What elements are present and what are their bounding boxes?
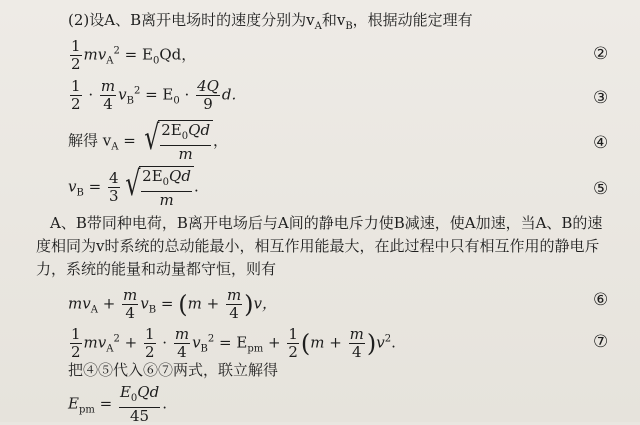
equation-5 (68, 166, 199, 209)
eq5-sub: B (76, 187, 84, 199)
equation-2 (68, 38, 196, 73)
eq7-tail: v (376, 333, 385, 352)
eq6-tail: v， (253, 294, 278, 313)
eq4-eq: = (118, 131, 141, 150)
eq3-esub: 0 (173, 95, 180, 107)
frac-half: $\frac{1}{2}$ (71, 325, 81, 361)
eq2-m: m (83, 45, 98, 64)
eq6-inner: m + (187, 294, 224, 313)
intro-sub-b: B (345, 21, 353, 32)
sqrt-4: √ $\frac{2E_0Qd}{m}$ (141, 120, 213, 163)
equation-number-2: ② (593, 44, 609, 64)
equation-number-4: ④ (593, 133, 609, 153)
eq7-sub-a: A (106, 343, 114, 355)
frac-half-2: $\frac{1}{2}$ (144, 325, 155, 361)
frac-half: $\frac{1}{2}$ (71, 77, 81, 113)
eq7-inner: m + (310, 333, 347, 352)
eq7-v: v (192, 333, 201, 352)
eq5-tail: . (193, 177, 199, 196)
frac-4q9: $\frac{4Q}{9}$ (197, 77, 219, 113)
eq4-tail: ， (213, 131, 229, 150)
eq7-sup-b: 2 (207, 333, 215, 345)
eq7-sup: 2 (113, 333, 120, 345)
intro-line (68, 10, 473, 37)
eq6-lhs: mv (68, 294, 91, 313)
eq7-mv: mv (83, 333, 107, 352)
intro-sub-a: A (314, 21, 322, 32)
eq7-sub-b: B (200, 343, 208, 355)
eq3-sup: 2 (133, 85, 141, 97)
result-frac: $\frac{E_0Qd}{45}$ (119, 383, 160, 425)
equation-4 (68, 120, 228, 163)
intro-tail: ，根据动能定理有 (352, 11, 473, 29)
eq6-sub-b: B (148, 304, 157, 316)
equation-7: $\frac{1}{2}$ $mv_A^2$ + $\frac{1}{2}$ · $\frac{m}{4}$ $v_B^2 = E_{pm}$ + $\frac{1}{2}$ (m + $\frac{m}{4}$ )$v^2$. (71, 325, 396, 361)
eq4-prefix: 解得 v (68, 131, 112, 150)
eq7-tail-sup: 2 (384, 333, 392, 345)
para-line-2: 度相同为v时系统的总动能最小，相互作用能最大，在此过程中只有相互作用的静电斥 (36, 237, 600, 255)
result-lhs: E (68, 394, 79, 413)
eq7-esub: pm (247, 343, 264, 355)
eq5-v: v (68, 177, 77, 196)
frac-half: $\frac{1}{2}$ (71, 37, 81, 73)
frac-half-3: $\frac{1}{2}$ (288, 325, 298, 361)
frac-m4: $\frac{m}{4}$ (174, 325, 190, 361)
equation-6: $mv_A$ + $\frac{m}{4}$ $v_B = (m$ + $\frac{m}{4}$ )v， (68, 286, 278, 322)
frac-m4-inner: $\frac{m}{4}$ (349, 325, 364, 361)
eq6-plus: + (97, 294, 121, 313)
intro-text: (2)设A、B离开电场时的速度分别为v (68, 11, 315, 29)
eq7-eq: = E (214, 333, 248, 352)
eq2-rhs: = E (119, 45, 153, 64)
intro-and: 和v (321, 11, 346, 29)
eq2-v: v (97, 45, 107, 64)
eq5-eq: = (83, 177, 106, 196)
equation-number-6: ⑥ (593, 290, 609, 310)
eq6-v: v (140, 294, 149, 313)
result-eq: = (94, 394, 117, 413)
eq2-esub: 0 (152, 55, 160, 67)
eq6-eq: = (156, 294, 179, 313)
equation-number-5: ⑤ (593, 179, 609, 199)
para-line-1: A、B带同种电荷，B离开电场后与A间的静电斥力使B减速，使A加速，当A、B的速 (50, 214, 603, 232)
sqrt-5: √ $\frac{2E_0Qd}{m}$ (122, 166, 194, 209)
result-tail: . (162, 394, 167, 413)
eq2-rhs-tail: Qd， (159, 45, 197, 64)
eq6-sub-a: A (90, 304, 98, 316)
eq3-sub: B (126, 95, 134, 107)
eq4-sub: A (111, 141, 119, 153)
frac-m4-inner: $\frac{m}{4}$ (226, 286, 242, 322)
result-equation (68, 384, 167, 425)
eq7-dot: · (157, 333, 172, 352)
eq3-v: v (118, 85, 127, 104)
eq3-rhs: = E (140, 85, 174, 104)
eq2-sup: 2 (113, 45, 120, 57)
equation-3: $\frac{1}{2}$ · $\frac{m}{4}$ $v_B^2 = E_0$ · $\frac{4Q}{9}$ d. (71, 77, 237, 113)
eq7-tail-end: . (391, 333, 396, 352)
eq3-tail: d. (221, 85, 237, 104)
frac-m4: $\frac{m}{4}$ (100, 77, 116, 113)
frac-43: $\frac{4}{3}$ (108, 169, 119, 205)
conclusion-line: 把④⑤代入⑥⑦两式，联立解得 (68, 361, 279, 379)
equation-number-7: ⑦ (593, 332, 609, 352)
result-sub: pm (78, 404, 95, 416)
equation-number-3: ③ (593, 88, 609, 108)
eq7-plus: + (119, 333, 142, 352)
eq7-plus2: + (263, 333, 286, 352)
frac-m4: $\frac{m}{4}$ (123, 286, 138, 322)
para-line-3: 力，系统的能量和动量都守恒，则有 (36, 260, 277, 278)
eq2-sub: A (106, 55, 114, 67)
